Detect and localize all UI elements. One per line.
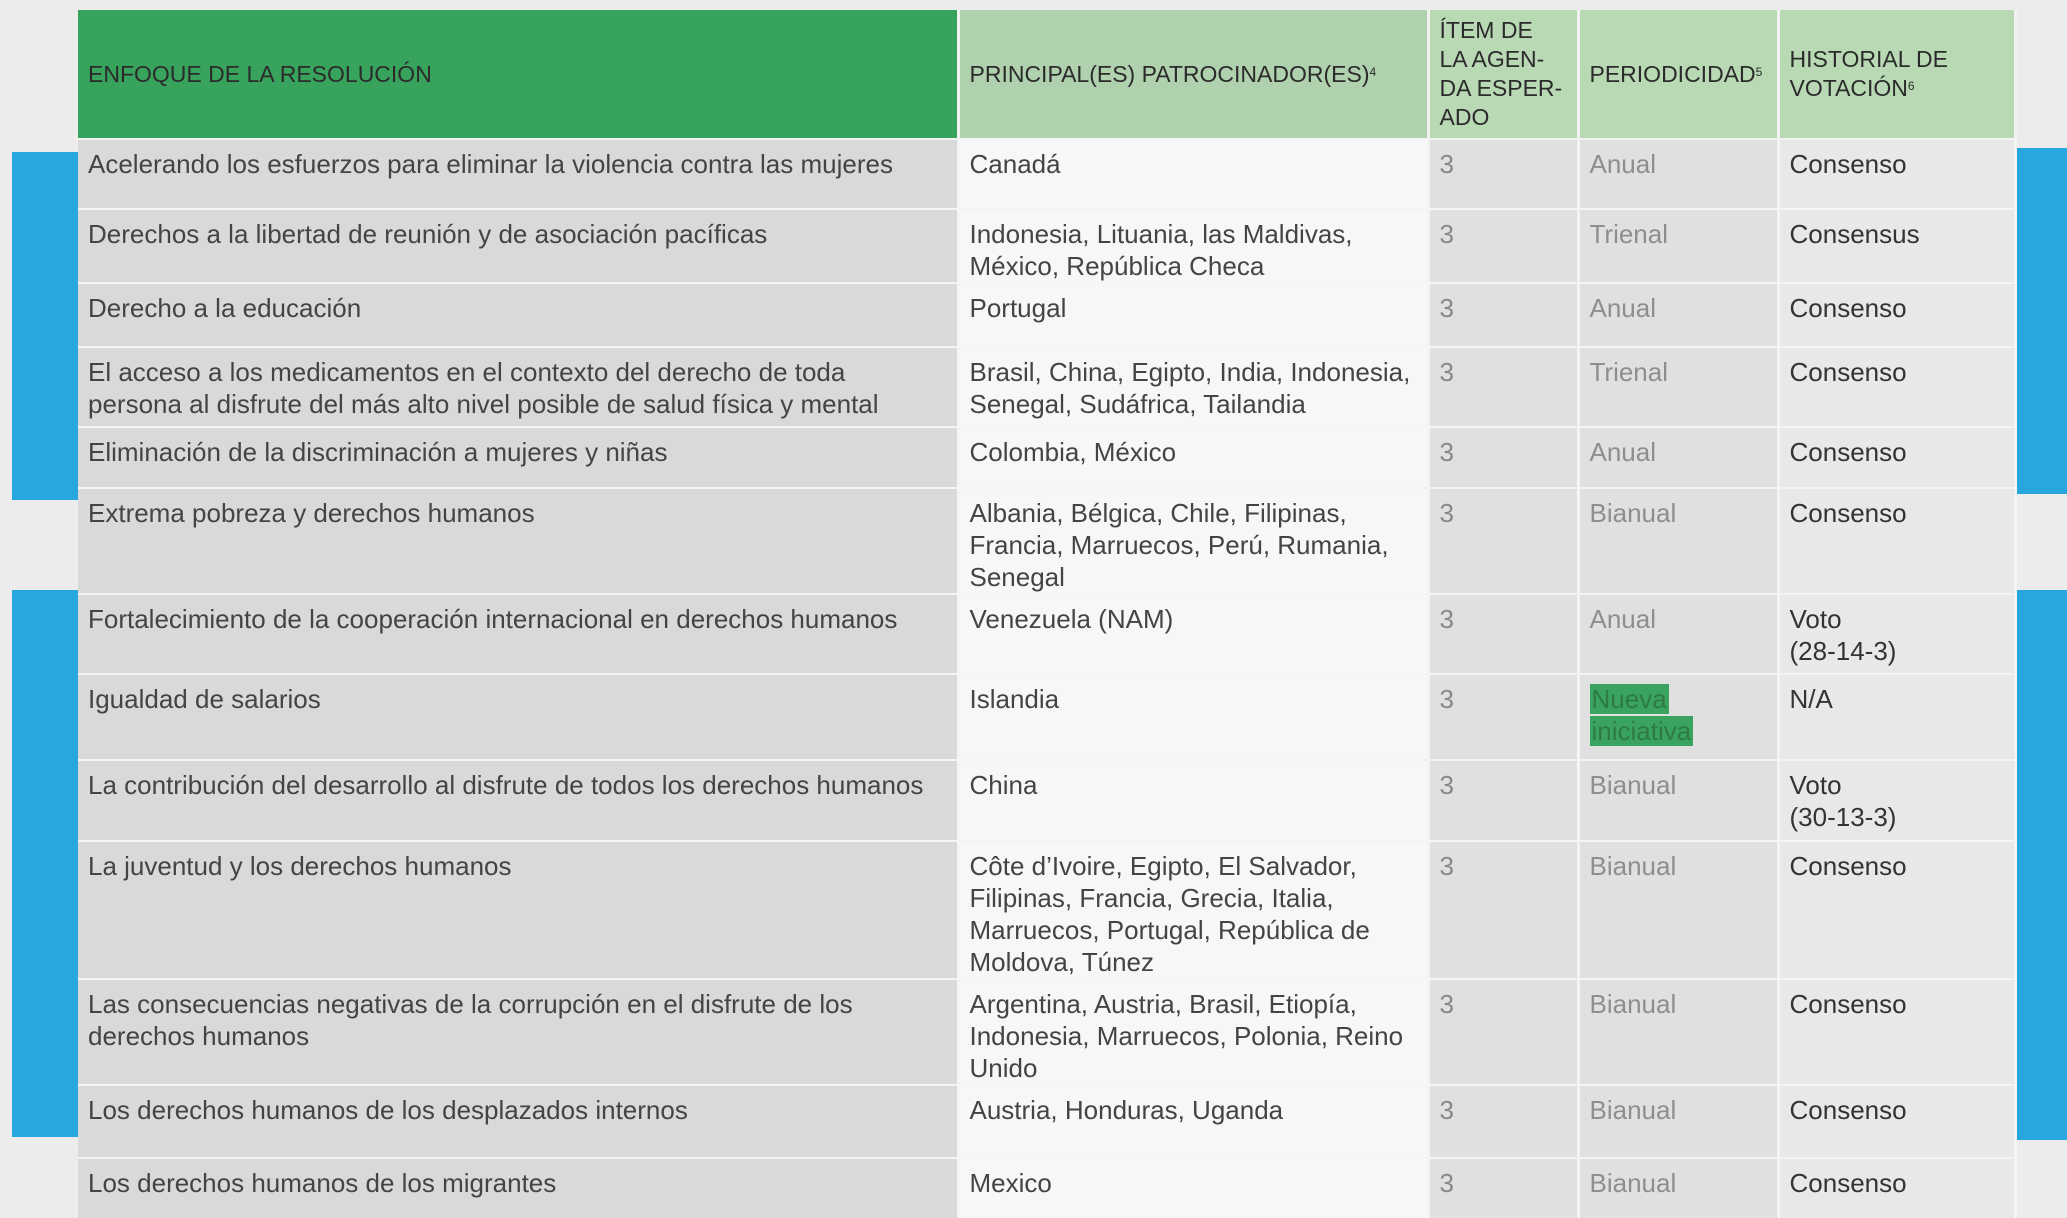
focus-cell: Extrema pobreza y derechos humanos — [78, 488, 958, 594]
periodicity-cell: Trienal — [1578, 347, 1778, 427]
vote-cell: Consenso — [1778, 139, 2015, 209]
right-blue-band-2 — [2015, 590, 2067, 1140]
periodicity-cell — [1578, 674, 1778, 760]
periodicity-cell: Bianual — [1578, 979, 1778, 1085]
sponsors-cell: Islandia — [958, 674, 1428, 760]
periodicity-cell: Anual — [1578, 283, 1778, 347]
focus-cell: Derechos a la libertad de reunión y de asociación pacíficas — [78, 209, 958, 283]
focus-cell: Acelerando los esfuerzos para eliminar la violencia contra las mujeres — [78, 139, 958, 209]
periodicity-cell: Bianual — [1578, 841, 1778, 979]
periodicity-cell: Bianual — [1578, 1085, 1778, 1158]
header-periodicity: PERIODICIDAD$^5$ — [1578, 10, 1778, 139]
agenda-item-cell: 3 — [1428, 979, 1578, 1085]
focus-cell: Fortalecimiento de la cooperación internacional en derechos humanos — [78, 594, 958, 674]
agenda-item-cell: 3 — [1428, 488, 1578, 594]
new-initiative-highlight: iniciativa — [1591, 716, 1692, 746]
sponsors-cell: Indonesia, Lituania, las Maldivas, México, República Checa — [958, 209, 1428, 283]
focus-cell: Eliminación de la discriminación a mujeres y niñas — [78, 427, 958, 488]
agenda-item-cell: 3 — [1428, 347, 1578, 427]
header-focus: ENFOQUE DE LA RESOLUCIÓN — [78, 10, 958, 139]
agenda-item-cell: 3 — [1428, 674, 1578, 760]
right-blue-band-1 — [2015, 148, 2067, 494]
periodicity-cell: Bianual — [1578, 760, 1778, 841]
table-row — [78, 427, 2015, 488]
table-header-row — [78, 10, 2015, 139]
agenda-item-cell: 3 — [1428, 1085, 1578, 1158]
sponsors-cell: Albania, Bélgica, Chile, Filipinas, Francia, Marruecos, Perú, Rumania, Senegal — [958, 488, 1428, 594]
agenda-item-cell: 3 — [1428, 594, 1578, 674]
table-row — [78, 209, 2015, 283]
sponsors-cell: Venezuela (NAM) — [958, 594, 1428, 674]
table-row — [78, 347, 2015, 427]
vote-cell: Consenso — [1778, 1085, 2015, 1158]
agenda-item-cell: 3 — [1428, 209, 1578, 283]
table-row — [78, 1158, 2015, 1218]
left-blue-band-1 — [12, 152, 78, 500]
table-row — [78, 283, 2015, 347]
focus-cell: Las consecuencias negativas de la corrupción en el disfrute de los derechos humanos — [78, 979, 958, 1085]
table-row — [78, 674, 2015, 760]
table-row — [78, 594, 2015, 674]
sponsors-cell: Brasil, China, Egipto, India, Indonesia, Senegal, Sudáfrica, Tailandia — [958, 347, 1428, 427]
focus-cell: Los derechos humanos de los migrantes — [78, 1158, 958, 1218]
sponsors-cell: Austria, Honduras, Uganda — [958, 1085, 1428, 1158]
periodicity-cell: Bianual — [1578, 1158, 1778, 1218]
header-agenda-item: ÍTEM DE LA AGEN- DA ESPER- ADO — [1428, 10, 1578, 139]
periodicity-cell: Trienal — [1578, 209, 1778, 283]
focus-cell: La juventud y los derechos humanos — [78, 841, 958, 979]
sponsors-cell: Mexico — [958, 1158, 1428, 1218]
vote-cell: Consenso — [1778, 347, 2015, 427]
agenda-item-cell: 3 — [1428, 760, 1578, 841]
periodicity-cell: Anual — [1578, 139, 1778, 209]
sponsors-cell: Colombia, México — [958, 427, 1428, 488]
vote-cell: Consenso — [1778, 979, 2015, 1085]
vote-cell: Consenso — [1778, 1158, 2015, 1218]
agenda-item-cell: 3 — [1428, 1158, 1578, 1218]
vote-cell: Voto (30-13-3) — [1778, 760, 2015, 841]
focus-cell: El acceso a los medicamentos en el contexto del derecho de toda persona al disfrute del más alto nivel posible de salud física y mental — [78, 347, 958, 427]
sponsors-cell: Canadá — [958, 139, 1428, 209]
agenda-item-cell: 3 — [1428, 283, 1578, 347]
vote-cell: Consensus — [1778, 209, 2015, 283]
vote-cell: N/A — [1778, 674, 2015, 760]
periodicity-cell: Bianual — [1578, 488, 1778, 594]
table-row — [78, 979, 2015, 1085]
focus-cell: Derecho a la educación — [78, 283, 958, 347]
agenda-item-cell: 3 — [1428, 139, 1578, 209]
agenda-item-cell: 3 — [1428, 841, 1578, 979]
table-row — [78, 841, 2015, 979]
table-row — [78, 1085, 2015, 1158]
vote-cell: Consenso — [1778, 841, 2015, 979]
table-row — [78, 139, 2015, 209]
table-row — [78, 488, 2015, 594]
vote-cell: Consenso — [1778, 283, 2015, 347]
vote-cell: Consenso — [1778, 427, 2015, 488]
left-blue-band-2 — [12, 590, 78, 1137]
vote-cell: Consenso — [1778, 488, 2015, 594]
header-voting-history: HISTORIAL DE VOTACIÓN$^6$ — [1778, 10, 2015, 139]
sponsors-cell: Argentina, Austria, Brasil, Etiopía, Indonesia, Marruecos, Polonia, Reino Unido — [958, 979, 1428, 1085]
periodicity-cell: Anual — [1578, 427, 1778, 488]
sponsors-cell: Portugal — [958, 283, 1428, 347]
agenda-item-cell: 3 — [1428, 427, 1578, 488]
focus-cell: Igualdad de salarios — [78, 674, 958, 760]
focus-cell: La contribución del desarrollo al disfrute de todos los derechos humanos — [78, 760, 958, 841]
header-sponsors: PRINCIPAL(ES) PATROCINADOR(ES)$^4$ — [958, 10, 1428, 139]
sponsors-cell: China — [958, 760, 1428, 841]
new-initiative-highlight: Nueva — [1591, 684, 1667, 714]
periodicity-cell: Anual — [1578, 594, 1778, 674]
resolutions-table — [78, 10, 2017, 1218]
sponsors-cell: Côte d’Ivoire, Egipto, El Salvador, Filipinas, Francia, Grecia, Italia, Marruecos, Portugal, República de Moldova, Túnez — [958, 841, 1428, 979]
focus-cell: Los derechos humanos de los desplazados internos — [78, 1085, 958, 1158]
vote-cell: Voto (28-14-3) — [1778, 594, 2015, 674]
table-row — [78, 760, 2015, 841]
